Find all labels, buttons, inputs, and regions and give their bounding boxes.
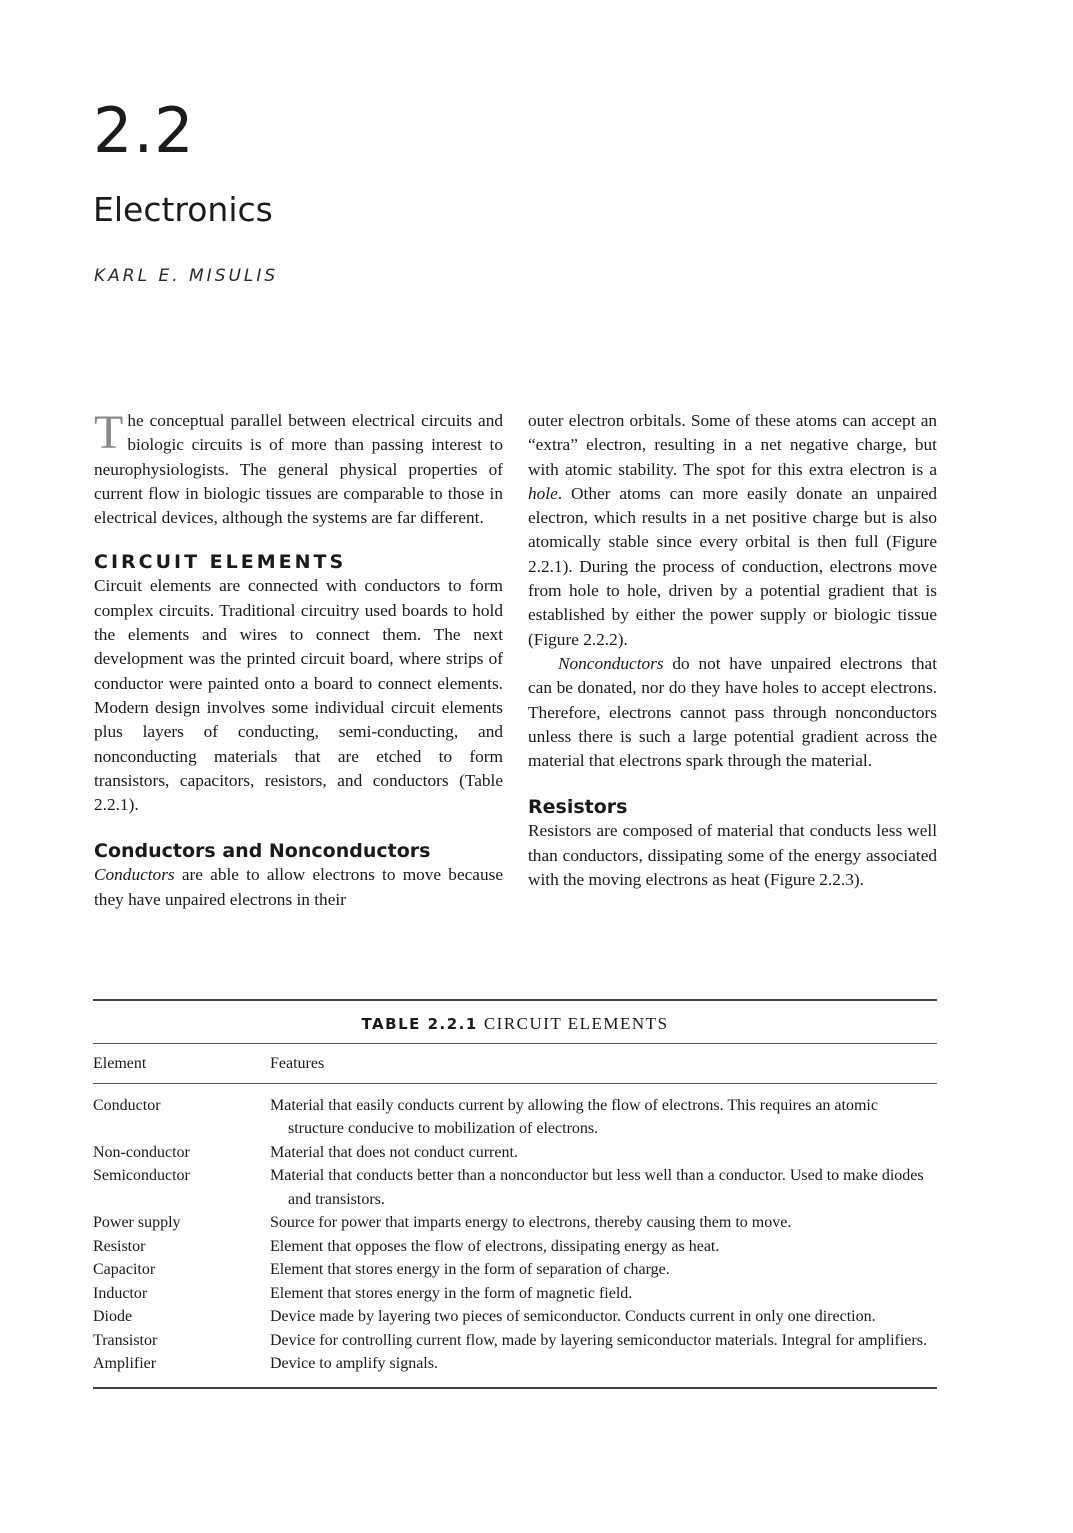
table-row [93, 1094, 937, 1141]
intro-paragraph [94, 406, 503, 530]
resistors-paragraph: Resistors are composed of material that conducts less well than conductors, dissipating some of the energy associated with the moving electrons as heat (Figure 2.2.3). [528, 821, 937, 890]
table-cell-features: Material that easily conducts current by allowing the flow of electrons. This requires an atomic structure conducive to mobilization of electrons. [270, 1096, 878, 1137]
column-header-element: Element [93, 1055, 147, 1072]
table-cell-element: Power supply [93, 1214, 181, 1231]
table-cell-element: Capacitor [93, 1261, 156, 1278]
circuit-elements-heading: CIRCUIT ELEMENTS [94, 551, 347, 574]
nonconductors-text: do not have unpaired electrons that can be donated, nor do they have holes to accept electrons. Therefore, electrons cannot pass through nonconductors unless there is such a large potential gradient across the material that electrons spark through the material. [528, 653, 937, 771]
table-label: TABLE 2.2.1 [361, 1015, 478, 1033]
table-cell-features: Device made by layering two pieces of semiconductor. Conducts current in only one direction. [270, 1308, 876, 1325]
table-caption: CIRCUIT ELEMENTS [483, 1014, 669, 1033]
table-row [93, 1164, 937, 1211]
table-row [93, 1235, 937, 1259]
table-cell-element: Semiconductor [93, 1167, 190, 1184]
table-row [93, 1352, 937, 1376]
left-column [94, 406, 503, 912]
table-cell-features: Material that conducts better than a nonconductor but less well than a conductor. Used to make diodes and transistors. [270, 1167, 924, 1208]
conductors-term: Conductors [94, 865, 175, 885]
drop-cap: T [94, 406, 124, 459]
circuit-elements-paragraph: Circuit elements are connected with conductors to form complex circuits. Traditional circuitry used boards to hold the elements and wires to connect them. The next development was the printed circuit board, where strips of conductor were painted onto a board to connect elements. Modern design involves some individual circuit elements plus layers of conducting, semi-conducting, and nonconducting materials that are etched to form transistors, capacitors, resistors, and conductors (Table 2.2.1). [94, 576, 503, 815]
circuit-elements-table [93, 999, 937, 1389]
table-row [93, 1329, 937, 1353]
table-header-row [93, 1044, 937, 1083]
resistors-heading: Resistors [528, 796, 628, 819]
conductors-text-left: are able to allow electrons to move because they have unpaired electrons in their [94, 865, 503, 909]
table-row [93, 1282, 937, 1306]
table-row [93, 1258, 937, 1282]
table-row [93, 1211, 937, 1235]
intro-text: he conceptual parallel between electrical circuits and biologic circuits is of more than passing interest to neurophysiologists. The general physical properties of current flow in biologic tissues are comparable to those in electrical devices, although the systems are far different. [94, 411, 503, 528]
table-cell-element: Amplifier [93, 1355, 157, 1372]
chapter-title: Electronics [93, 190, 273, 229]
table-cell-element: Non-conductor [93, 1143, 190, 1161]
hole-term: hole [528, 483, 558, 503]
table-cell-features: Element that opposes the flow of electrons, dissipating energy as heat. [270, 1237, 720, 1255]
nonconductors-paragraph [528, 652, 937, 773]
table-cell-features: Device to amplify signals. [270, 1355, 438, 1372]
table-title [93, 1001, 937, 1043]
conductors-paragraph-cont [528, 409, 937, 652]
table-cell-features: Source for power that imparts energy to electrons, thereby causing them to move. [270, 1214, 792, 1231]
table-cell-element: Conductor [93, 1096, 161, 1114]
table-cell-element: Diode [93, 1308, 133, 1325]
chapter-number: 2.2 [93, 94, 195, 167]
table-cell-features: Device for controlling current flow, made by layering semiconductor materials. Integral for amplifiers. [270, 1331, 927, 1349]
table-cell-features: Material that does not conduct current. [270, 1143, 518, 1161]
conductors-heading: Conductors and Nonconductors [94, 840, 431, 863]
conductors-text-right-b: . Other atoms can more easily donate an unpaired electron, which results in a net positive charge but is also atomically stable since every orbital is then full (Figure 2.2.1). During the process of conduction, electrons move from hole to hole, driven by a potential gradient that is established by either the power supply or biologic tissue (Figure 2.2.2). [528, 483, 937, 649]
conductors-paragraph-start [94, 863, 503, 912]
nonconductors-term: Nonconductors [558, 653, 664, 673]
table-row [93, 1305, 937, 1329]
table-body [93, 1084, 937, 1387]
table-cell-element: Resistor [93, 1237, 146, 1255]
table-row [93, 1141, 937, 1165]
table-cell-element: Inductor [93, 1284, 148, 1302]
table-cell-element: Transistor [93, 1331, 158, 1349]
author-name: KARL E. MISULIS [94, 266, 279, 286]
column-header-features: Features [270, 1055, 325, 1072]
table-cell-features: Element that stores energy in the form of magnetic field. [270, 1284, 633, 1302]
right-column [528, 409, 937, 892]
table-cell-features: Element that stores energy in the form of separation of charge. [270, 1261, 670, 1278]
table-bottom-rule [93, 1387, 937, 1389]
conductors-text-right-a: outer electron orbitals. Some of these atoms can accept an “extra” electron, resulting in a net negative charge, but with atomic stability. The spot for this extra electron is a [528, 411, 937, 479]
